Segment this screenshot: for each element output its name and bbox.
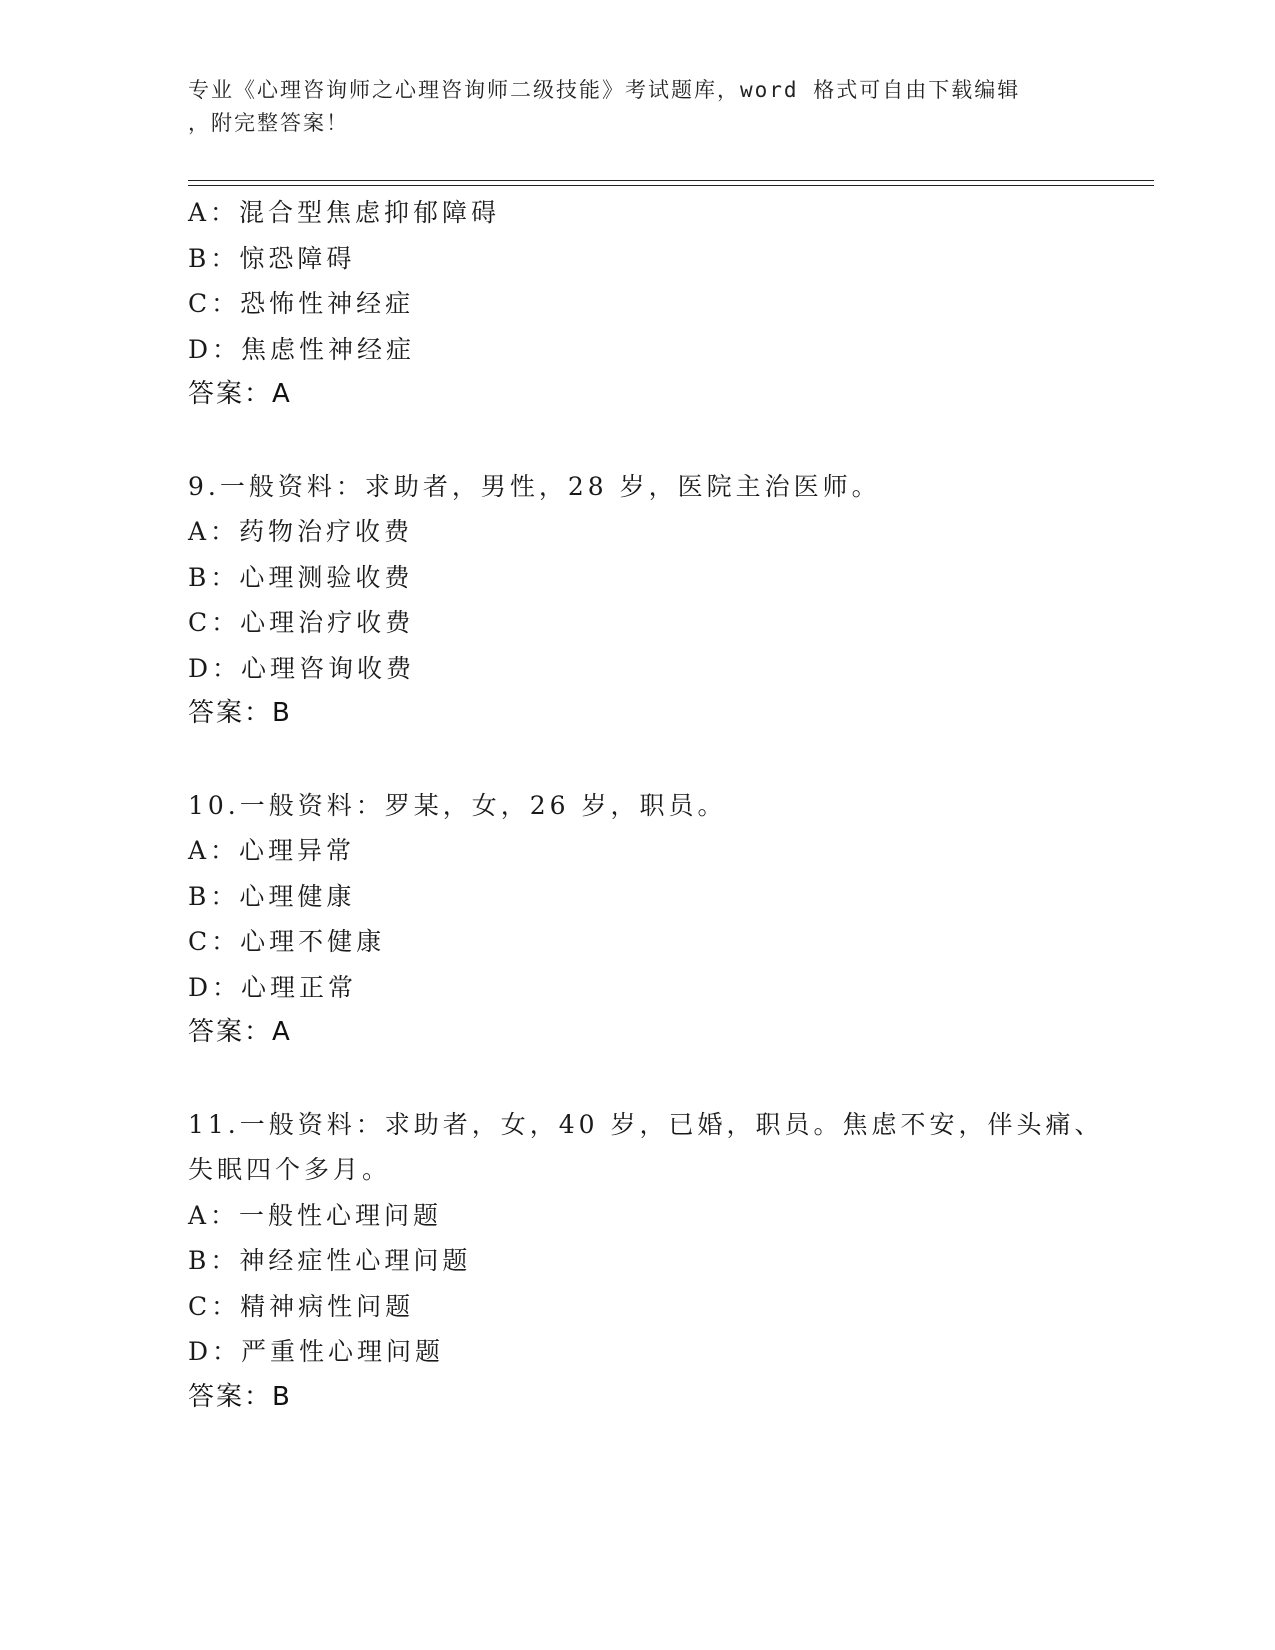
question-block-10 bbox=[188, 783, 1154, 1056]
option-c: C：恐怖性神经症 bbox=[188, 289, 415, 318]
question-list bbox=[188, 190, 1154, 1420]
option-b: B：神经症性心理问题 bbox=[188, 1246, 472, 1275]
option-c: C：心理治疗收费 bbox=[188, 608, 415, 637]
question-stem: 10.一般资料：罗某，女，26 岁，职员。 bbox=[188, 790, 727, 820]
option-b: B：惊恐障碍 bbox=[188, 243, 356, 273]
header-line-2: ，附完整答案！ bbox=[188, 111, 349, 135]
answer-line: 答案：A bbox=[188, 1017, 292, 1047]
question-stem-line-1: 11.一般资料：求助者，女，40 岁，已婚，职员。焦虑不安，伴头痛、 bbox=[188, 1109, 1104, 1139]
option-d: D：焦虑性神经症 bbox=[188, 334, 416, 364]
block-spacer bbox=[188, 1056, 1154, 1102]
question-stem-line-2: 失眠四个多月。 bbox=[188, 1155, 392, 1184]
block-spacer bbox=[188, 737, 1154, 783]
option-d: D：严重性心理问题 bbox=[188, 1337, 445, 1366]
option-b: B：心理测验收费 bbox=[188, 562, 414, 592]
option-a: A：心理异常 bbox=[188, 836, 356, 865]
header-divider bbox=[188, 180, 1154, 186]
question-stem: 9.一般资料：求助者，男性，28 岁，医院主治医师。 bbox=[188, 471, 881, 501]
option-a: A：一般性心理问题 bbox=[188, 1200, 443, 1230]
block-spacer bbox=[188, 418, 1154, 464]
option-d: D：心理咨询收费 bbox=[188, 653, 416, 683]
question-block-9 bbox=[188, 464, 1154, 737]
header-line-1: 专业《心理咨询师之心理咨询师二级技能》考试题库，word 格式可自由下载编辑 bbox=[188, 78, 1021, 102]
document-header bbox=[188, 74, 1088, 140]
answer-line: 答案：B bbox=[188, 698, 292, 728]
answer-line: 答案：B bbox=[188, 1381, 292, 1412]
option-a: A：混合型焦虑抑郁障碍 bbox=[188, 198, 501, 227]
option-c: C：心理不健康 bbox=[188, 927, 386, 956]
option-b: B：心理健康 bbox=[188, 881, 356, 911]
question-block-11 bbox=[188, 1102, 1154, 1421]
option-d: D：心理正常 bbox=[188, 972, 358, 1002]
question-block-8 bbox=[188, 190, 1154, 418]
option-a: A：药物治疗收费 bbox=[188, 517, 414, 546]
answer-line: 答案：A bbox=[188, 379, 292, 409]
option-c: C：精神病性问题 bbox=[188, 1291, 415, 1321]
